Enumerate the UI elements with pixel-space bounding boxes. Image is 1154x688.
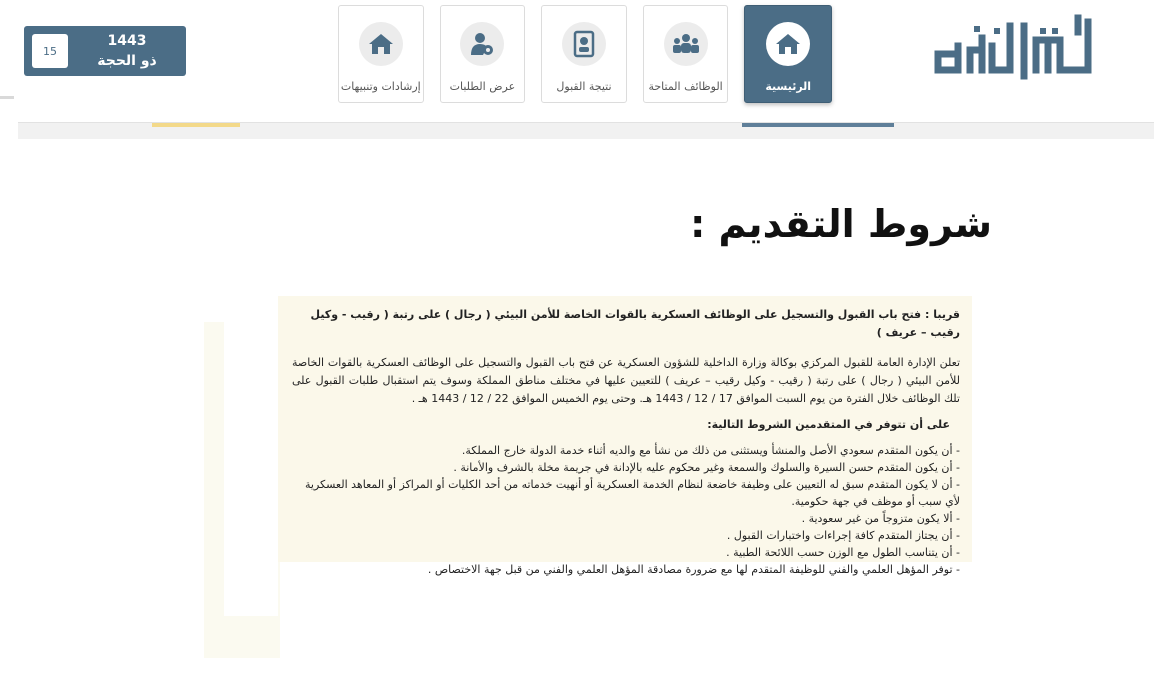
list-item: - ألا يكون متزوجاً من غير سعودية . — [801, 512, 960, 525]
nav-available-jobs-label: الوظائف المتاحة — [648, 80, 723, 93]
nav-home-label: الرئيسية — [765, 80, 812, 93]
nav-home[interactable] — [744, 5, 832, 103]
logo-mark — [928, 10, 1100, 90]
list-item: - أن يكون المتقدم سعودي الأصل والمنشأ ويستثنى من ذلك من نشأ مع والديه أثناء خدمة الدولة خارج المملكة. — [461, 444, 960, 457]
nav-view-requests[interactable] — [440, 5, 526, 103]
nav-available-jobs[interactable] — [643, 5, 729, 103]
group-icon — [664, 22, 708, 66]
date-text — [68, 31, 186, 71]
nav-view-requests-label: عرض الطلبات — [449, 80, 516, 93]
list-item: - أن يجتاز المتقدم كافة إجراءات واختبارات القبول . — [726, 529, 960, 542]
id-card-icon — [562, 22, 606, 66]
document-backdrop — [224, 322, 278, 616]
absher-tawzeef-logo[interactable] — [928, 10, 1100, 90]
user-gear-icon — [460, 22, 504, 66]
list-item: - أن لا يكون المتقدم سبق له التعيين على وظيفة خاضعة لنظام الخدمة العسكرية أو أنهيت خدماته من أحد الكليات أو المراكز أو المعاهد العسكرية لأي سبب أو موظف في جهة حكومية. — [305, 478, 960, 508]
conditions-list — [292, 442, 960, 578]
document-paragraph: تعلن الإدارة العامة للقبول المركزي بوكالة وزارة الداخلية للشؤون العسكرية عن فتح باب القبول والتسجيل على الوظائف العسكرية بالقوات الخاصة للأمن البيئي ( رجال ) على رتبة ( رقيب - وكيل رقيب – عريف ) للتعيين عليها في مختلف مناطق المملكة وسوف يتم استقبال طلبات القبول على تلك الوظائف خلال الفترة من يوم السبت الموافق 17 / 12 / 1443 هـ. وحتى يوم الخميس الموافق 22 / 12 / 1443 هـ . — [292, 356, 960, 405]
date-month: ذو الحجة — [97, 53, 157, 69]
site-header — [0, 0, 1154, 126]
page-title: شروط التقديم : — [690, 202, 992, 246]
home-icon — [359, 22, 403, 66]
strip-accent — [742, 123, 894, 127]
list-item: - أن يكون المتقدم حسن السيرة والسلوك والسمعة وغير محكوم عليه بالإدانة في جريمة مخلة بالشرف والأمانة . — [453, 461, 960, 474]
date-day: 15 — [32, 34, 68, 68]
conditions-title: على أن تتوفر في المتقدمين الشروط التالية: — [707, 418, 950, 431]
header-bottom-bar — [18, 122, 1154, 139]
announcement-document — [278, 296, 972, 576]
main-navigation — [338, 5, 832, 105]
nav-acceptance-result-label: نتيجة القبول — [556, 80, 612, 93]
nav-guidelines-label: إرشادات وتنبيهات — [340, 80, 421, 93]
strip-accent — [152, 123, 240, 127]
document-title: قريبا : فتح باب القبول والتسجيل على الوظائف العسكرية بالقوات الخاصة للأمن البيئي ( رجال ) على رتبة ( رقيب - وكيل رقيب – عريف ) — [310, 308, 960, 339]
nav-guidelines[interactable] — [338, 5, 424, 103]
list-item: - أن يتناسب الطول مع الوزن حسب اللائحة الطبية . — [726, 546, 960, 559]
nav-acceptance-result[interactable] — [541, 5, 627, 103]
date-year: 1443 — [107, 33, 147, 49]
list-item: - توفر المؤهل العلمي والفني للوظيفة المتقدم لها مع ضرورة مصادقة المؤهل العلمي والفني من قبل جهة الاختصاص . — [427, 563, 960, 576]
hijri-date-widget — [24, 26, 186, 76]
divider — [0, 96, 14, 99]
home-icon — [766, 22, 810, 66]
